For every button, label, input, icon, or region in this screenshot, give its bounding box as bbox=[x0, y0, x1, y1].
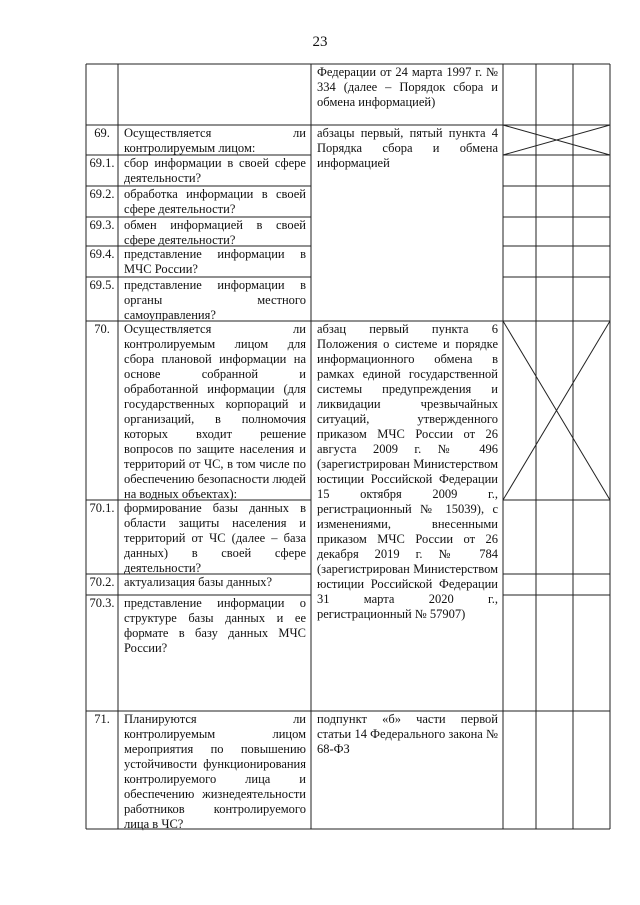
item-number: 69.2. bbox=[89, 187, 115, 201]
item-number: 70.3. bbox=[89, 596, 115, 610]
page-number: 23 bbox=[312, 34, 328, 50]
question-cell: сбор информации в своей сфере деятельности? bbox=[124, 156, 306, 185]
question-cell: актуализация базы данных? bbox=[124, 575, 273, 589]
item-number: 69.3. bbox=[89, 218, 115, 232]
reference-cell: абзацы первый, пятый пункта 4 Порядка сбора и обмена информацией bbox=[317, 126, 498, 170]
question-cell: представление информации в органы местного самоуправления? bbox=[124, 278, 306, 322]
question-cell: формирование базы данных в области защиты населения и территорий от ЧС (далее – база данных) в своей сфере деятельности? bbox=[124, 501, 306, 575]
item-number: 70.2. bbox=[89, 575, 115, 589]
question-cell: Осуществляется ли контролируемым лицом для сбора плановой информации на основе собранной и обработанной информации (для государственных корпораций и организаций, в полномочия которых входит решение вопросов по защите населения и территорий от ЧС, в том числе по обеспечению безопасности людей на водных объектах): bbox=[124, 322, 306, 501]
question-cell: Планируются ли контролируемым лицом мероприятия по повышению устойчивости функционирования контролируемого лица и обеспечению жизнедеятельности работников контролируемого лица в ЧС? bbox=[124, 712, 306, 831]
question-cell: обработка информации в своей сфере деятельности? bbox=[124, 187, 306, 216]
item-number: 69.1. bbox=[89, 156, 115, 170]
reference-cell: абзац первый пункта 6 Положения о системе и порядке информационного обмена в рамках единой государственной системы предупреждения и ликвидации чрезвычайных ситуаций, утвержденного приказом МЧС России от 26 августа 2009 г. № 496 (зарегистрирован Министерством юстиции Российской Федерации 15 октября 2009 г., регистрационный № 15039), с изменениями, внесенными приказом МЧС России от 26 декабря 2019 г. № 784 (зарегистрирован Министерством юстиции Российской Федерации 31 марта 2020 г., регистрационный № 57907) bbox=[317, 322, 498, 621]
question-cell: представление информации в МЧС России? bbox=[124, 247, 306, 276]
reference-cell: подпункт «б» части первой статьи 14 Федерального закона № 68-ФЗ bbox=[317, 712, 498, 756]
reference-cell: Федерации от 24 марта 1997 г. № 334 (далее – Порядок сбора и обмена информацией) bbox=[317, 65, 498, 109]
item-number: 69.4. bbox=[89, 247, 115, 261]
item-number: 69. bbox=[94, 126, 110, 140]
question-cell: Осуществляется ли контролируемым лицом: bbox=[124, 126, 306, 155]
question-cell: обмен информацией в своей сфере деятельности? bbox=[124, 218, 306, 247]
item-number: 71. bbox=[94, 712, 110, 726]
item-number: 70.1. bbox=[89, 501, 115, 515]
item-number: 70. bbox=[94, 322, 110, 336]
question-cell: представление информации о структуре базы данных и ее формате в базу данных МЧС России? bbox=[124, 596, 306, 655]
item-number: 69.5. bbox=[89, 278, 115, 292]
